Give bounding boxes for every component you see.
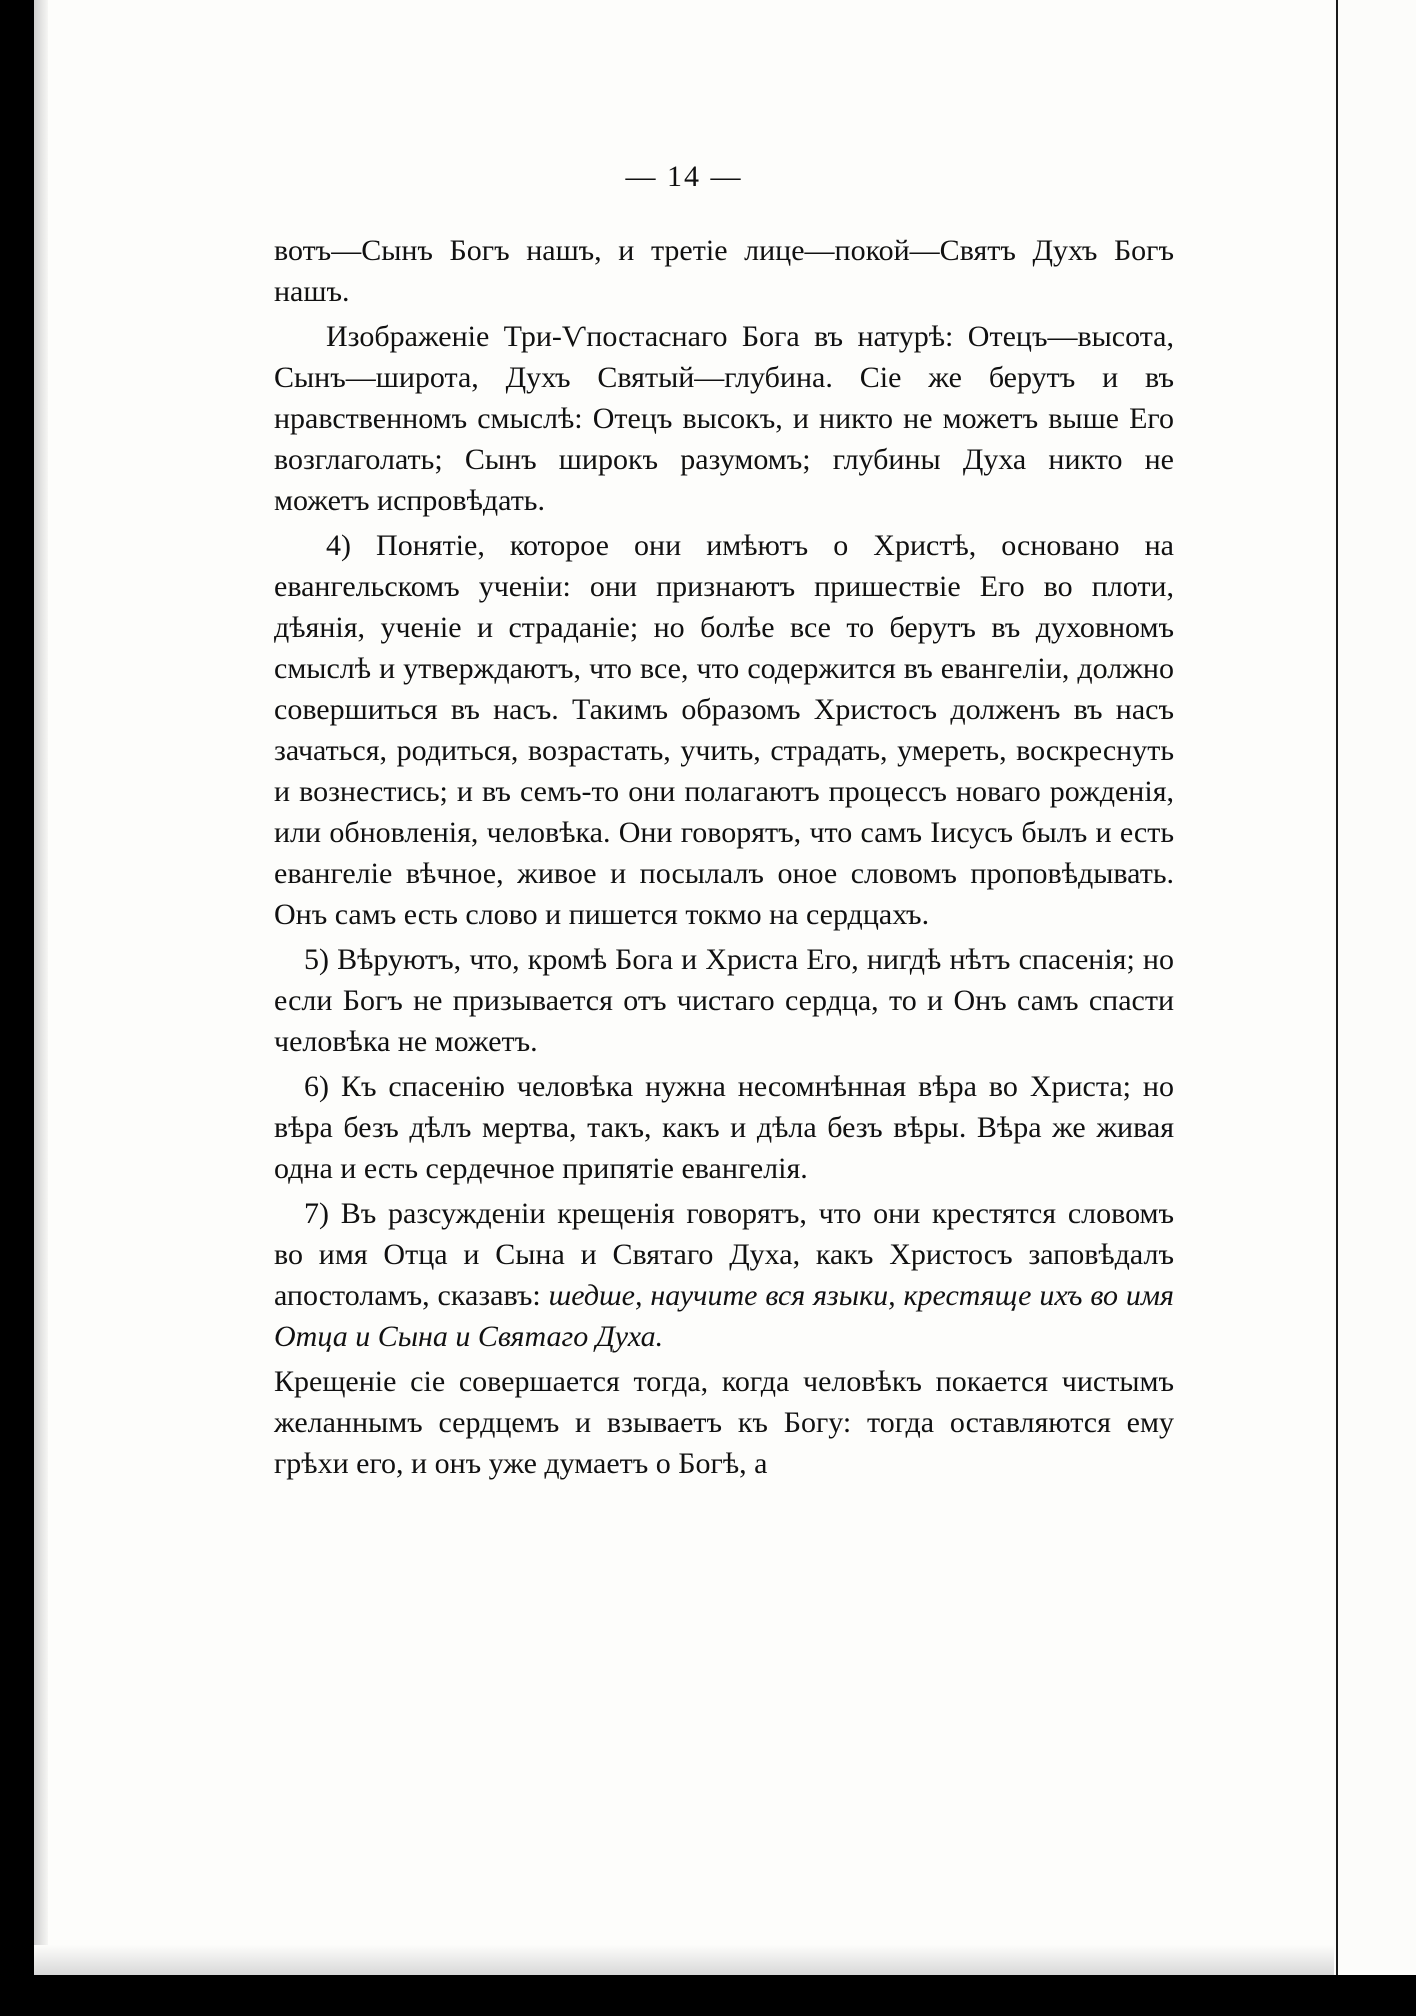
facing-page-edge [1334,0,1416,1975]
paragraph-trinity-image: Изображеніе Три-Ѵпостаснаго Бога въ натурѣ: Отецъ—высота, Сынъ—широта, Духъ Святый—глубина. Сіе же берутъ и въ нравственномъ смыслѣ: Отецъ высокъ, и никто не можетъ выше Его возглаголать; Сынъ широкъ разумомъ; глубины Духа никто не можетъ испровѣдать. [274,320,1174,517]
scripture-quote: шедше, научите вся языки, крестяще ихъ во имя Отца и Сына и Святаго Духа. [274,1279,1174,1353]
page-number: — 14 — [625,160,743,193]
page-binding-shadow [34,0,48,1975]
paragraph-item-6: 6) Къ спасенію человѣка нужна несомнѣнная вѣра во Христа; но вѣра безъ дѣлъ мертва, такъ, какъ и дѣла безъ вѣры. Вѣра же живая одна и есть сердечное припятіе евангелія. [274,1070,1174,1185]
page-gutter-line [1336,0,1338,1975]
paragraph-item-7: 7) Въ разсужденіи крещенія говорятъ, что они крестятся словомъ во имя Отца и Сына и Святаго Духа, какъ Христосъ заповѣдалъ апостоламъ, сказавъ: шедше, научите вся языки, крестяще ихъ во имя Отца и Сына и Святаго Духа. [274,1197,1174,1353]
book-page [34,0,1334,1975]
page-text [274,230,1174,1488]
page-bottom-shadow [34,1945,1334,1975]
paragraph-item-4: 4) Понятіе, которое они имѣютъ о Христѣ, основано на евангельскомъ ученіи: они признаютъ пришествіе Его во плоти, дѣянія, ученіе и страданіе; но болѣе все то берутъ въ духовномъ смыслѣ и утверждаютъ, что все, что содержится въ евангеліи, должно совершиться въ насъ. Такимъ образомъ Христосъ долженъ въ насъ зачаться, родиться, возрастать, учить, страдать, умереть, воскреснуть и вознестись; и въ семъ-то они полагаютъ процессъ новаго рожденія, или обновленія, человѣка. Они говорятъ, что самъ Іисусъ былъ и есть евангеліе вѣчное, живое и посылалъ оное словомъ проповѣдывать. Онъ самъ есть слово и пишется токмо на сердцахъ. [274,529,1174,931]
paragraph-continuation: вотъ—Сынъ Богъ нашъ, и третіе лице—покой—Святъ Духъ Богъ нашъ. [274,234,1174,308]
paragraph-baptism: Крещеніе сіе совершается тогда, когда человѣкъ покается чистымъ желаннымъ сердцемъ и взываетъ къ Богу: тогда оставляются ему грѣхи его, и онъ уже думаетъ о Богѣ, а [274,1365,1174,1480]
paragraph-item-5: 5) Вѣруютъ, что, кромѣ Бога и Христа Его, нигдѣ нѣтъ спасенія; но если Богъ не призывается отъ чистаго сердца, то и Онъ самъ спасти человѣка не можетъ. [274,943,1174,1058]
